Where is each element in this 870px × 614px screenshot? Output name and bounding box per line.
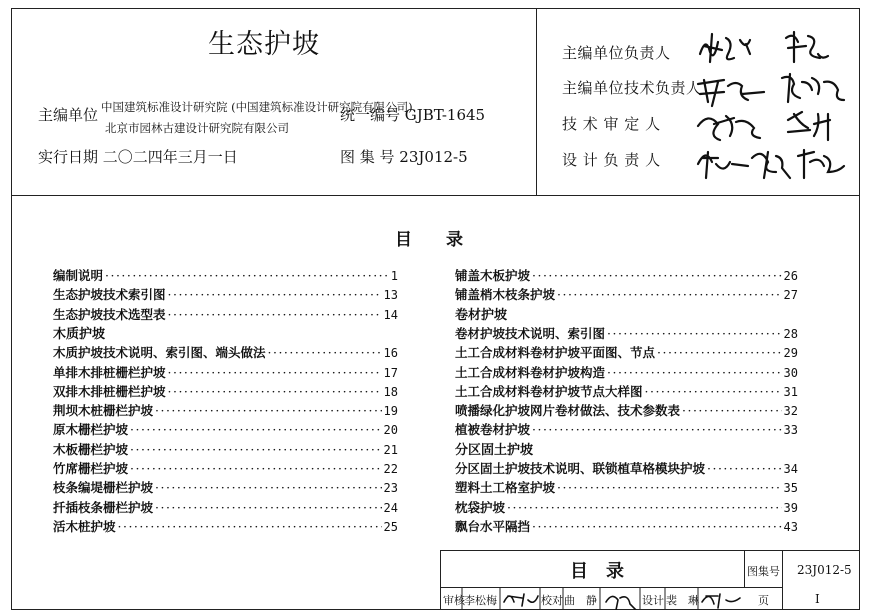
role-chief-unit: 主编单位负责人 <box>562 44 671 62</box>
toc-entry-page: 35 <box>783 481 798 496</box>
toc-entry <box>53 498 398 516</box>
toc-entry-title: 土工合成材料卷材护坡平面图、节点 <box>455 345 656 361</box>
toc-leader-dots <box>105 268 389 283</box>
toc-entry-title: 枕袋护坡 <box>455 499 506 515</box>
toc-entry <box>53 363 398 381</box>
atlas-title: 生态护坡 <box>208 29 320 60</box>
toc-entry-page: 20 <box>383 423 398 438</box>
title-block-sheet-title: 目 录 <box>570 561 624 582</box>
org-line-2: 北京市园林古建设计研究院有限公司 <box>105 121 289 135</box>
toc-leader-dots <box>507 500 782 515</box>
toc-entry-title: 木质护坡技术说明、索引图、端头做法 <box>53 345 266 361</box>
toc-leader-dots <box>155 480 382 495</box>
toc-leader-dots <box>532 422 782 437</box>
toc-entry <box>455 382 798 400</box>
toc-section-heading: 木质护坡 <box>53 326 106 342</box>
toc-leader-dots <box>557 287 782 302</box>
toc-entry <box>455 420 798 438</box>
review-name: 李松梅 <box>464 594 497 607</box>
toc-entry-page: 33 <box>783 423 798 438</box>
toc-section-heading: 分区固土护坡 <box>455 442 534 458</box>
toc-leader-dots <box>130 442 382 457</box>
toc-leader-dots <box>607 365 782 380</box>
toc-entry-page: 14 <box>383 307 398 322</box>
toc-entry-title: 枝条编堤栅栏护坡 <box>53 480 154 496</box>
toc-leader-dots <box>607 326 782 341</box>
title-block-page-label: 页 <box>758 594 769 607</box>
toc-entry-page: 34 <box>783 462 798 476</box>
toc-entry-page: 30 <box>783 365 798 380</box>
toc-entry-title: 活木桩护坡 <box>53 518 116 534</box>
toc-entry-title: 单排木排桩栅栏护坡 <box>53 364 166 380</box>
toc-leader-dots <box>168 365 382 380</box>
header-divider <box>11 195 860 196</box>
toc-leader-dots <box>532 519 782 534</box>
toc-entry-title: 卷材护坡技术说明、索引图 <box>455 325 606 341</box>
toc-entry-page: 39 <box>783 500 798 515</box>
toc-leader-dots <box>268 345 382 360</box>
toc-entry-title: 铺盖木板护坡 <box>455 268 531 283</box>
toc-entry-title: 土工合成材料卷材护坡构造 <box>455 364 606 380</box>
toc-leader-dots <box>168 384 382 399</box>
toc-entry <box>53 478 398 496</box>
toc-leader-dots <box>657 345 782 360</box>
toc-entry-page: 13 <box>383 288 398 303</box>
toc-entry-title: 原木栅栏护坡 <box>53 422 129 438</box>
toc-entry-page: 29 <box>783 346 798 361</box>
toc-entry-title: 喷播绿化护坡网片卷材做法、技术参数表 <box>455 403 681 419</box>
role-tech-review: 技 术 审 定 人 <box>562 115 661 133</box>
toc-entry <box>455 498 798 516</box>
design-name: 裴 琳 <box>666 594 699 607</box>
toc-entry-page: 27 <box>783 288 798 303</box>
toc-leader-dots <box>707 461 782 476</box>
toc-entry-title: 荆坝木桩栅栏护坡 <box>53 403 154 419</box>
toc-entry-title: 生态护坡技术索引图 <box>53 287 166 303</box>
atlas-number: 图 集 号 23J012-5 <box>340 148 468 166</box>
toc-entry <box>53 266 398 284</box>
toc-entry-title: 分区固土护坡技术说明、联锁植草格模块护坡 <box>455 461 706 476</box>
toc-entry-title: 生态护坡技术选型表 <box>53 306 166 322</box>
title-block-atlas-label: 图集号 <box>747 565 780 578</box>
toc-entry <box>455 401 798 419</box>
toc-entry <box>53 459 398 477</box>
toc-entry-title: 扦插枝条栅栏护坡 <box>53 499 154 515</box>
toc-entry-page: 32 <box>783 404 798 419</box>
toc-entry-page: 23 <box>383 481 398 496</box>
toc-entry-title: 塑料土工格室护坡 <box>455 480 556 496</box>
toc-entry <box>53 517 398 535</box>
toc-entry-page: 16 <box>383 346 398 361</box>
org-line-1: 中国建筑标准设计研究院 (中国建筑标准设计研究院有限公司) <box>101 100 413 114</box>
check-label: 校对 <box>541 594 563 607</box>
toc-entry-page: 22 <box>383 462 398 476</box>
toc-entry-title: 双排木排桩栅栏护坡 <box>53 383 166 399</box>
toc-entry-page: 19 <box>383 404 398 419</box>
toc-entry-title: 木板栅栏护坡 <box>53 441 129 457</box>
toc-entry <box>455 285 798 303</box>
toc-leader-dots <box>645 384 782 399</box>
toc-entry <box>53 401 398 419</box>
toc-leader-dots <box>557 480 782 495</box>
toc-entry-page: 24 <box>383 500 398 515</box>
header-split <box>536 8 537 195</box>
toc-entry-title: 飘台水平隔挡 <box>455 518 531 534</box>
toc-leader-dots <box>130 461 382 476</box>
toc-entry-title: 编制说明 <box>53 268 104 283</box>
toc-entry <box>53 343 398 361</box>
title-block-atlas-value: 23J012-5 <box>797 563 852 577</box>
toc-entry <box>53 285 398 303</box>
toc-entry <box>455 363 798 381</box>
toc-entry-page: 1 <box>390 269 398 283</box>
toc-entry <box>53 305 398 323</box>
toc-entry <box>455 459 798 477</box>
toc-entry-title: 植被卷材护坡 <box>455 422 531 438</box>
toc-section-heading: 卷材护坡 <box>455 307 508 323</box>
unified-number: 统一编号 GJBT-1645 <box>340 106 486 124</box>
signatures-image <box>690 24 860 189</box>
toc-entry <box>53 420 398 438</box>
toc-entry-page: 26 <box>783 269 798 283</box>
org-label: 主编单位 <box>38 106 99 124</box>
toc-entry-title: 竹席栅栏护坡 <box>53 461 129 476</box>
toc-entry <box>455 478 798 496</box>
toc-entry-title: 铺盖梢木枝条护坡 <box>455 287 556 303</box>
toc-entry <box>455 517 798 535</box>
title-block-page-value: I <box>815 592 820 606</box>
toc-leader-dots <box>130 422 382 437</box>
toc-entry <box>455 343 798 361</box>
toc-entry-page: 31 <box>783 384 798 399</box>
toc-entry-page: 43 <box>783 519 798 534</box>
toc-heading: 目 录 <box>395 230 463 250</box>
check-name: 曲 静 <box>564 594 597 607</box>
title-block-signature-lines <box>440 588 745 610</box>
toc-entry <box>455 266 798 284</box>
toc-leader-dots <box>682 403 782 418</box>
toc-leader-dots <box>118 519 382 534</box>
toc-leader-dots <box>168 307 382 322</box>
role-tech-chief: 主编单位技术负责人 <box>562 79 702 97</box>
toc-entry-page: 28 <box>783 326 798 341</box>
toc-leader-dots <box>168 287 382 302</box>
toc-leader-dots <box>155 403 382 418</box>
toc-leader-dots <box>532 268 782 283</box>
toc-entry <box>455 324 798 342</box>
toc-entry-page: 21 <box>383 442 398 457</box>
toc-entry-title: 土工合成材料卷材护坡节点大样图 <box>455 383 643 399</box>
design-label: 设计 <box>642 594 664 607</box>
toc-entry <box>53 440 398 458</box>
toc-entry-page: 18 <box>383 384 398 399</box>
toc-leader-dots <box>155 500 382 515</box>
toc-entry <box>53 382 398 400</box>
toc-entry-page: 17 <box>383 365 398 380</box>
role-design-lead: 设 计 负 责 人 <box>562 151 661 169</box>
toc-entry-page: 25 <box>383 519 398 534</box>
review-label: 审核 <box>443 594 465 607</box>
effective-date: 实行日期 二〇二四年三月一日 <box>38 148 238 166</box>
